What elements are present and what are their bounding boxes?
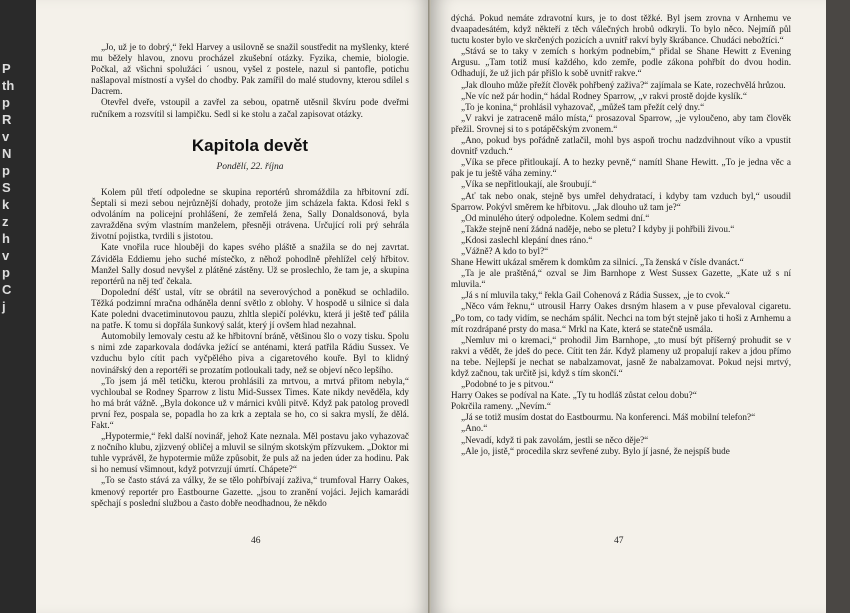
edge-letter: P — [2, 61, 11, 76]
edge-letter: p — [2, 265, 10, 280]
edge-letter: R — [2, 112, 12, 127]
edge-letter: th — [2, 78, 15, 93]
paragraph: „Ale jo, jistě,“ procedila skrz sevřené zuby. Bylo jí jasné, že nejspíš bude — [461, 445, 730, 456]
left-main-text — [91, 187, 409, 509]
edge-letters — [2, 60, 16, 315]
edge-letter: v — [2, 129, 10, 144]
paragraph: „Já se totiž musím dostat do Eastbourmu. Na konferenci. Máš mobilní telefon?“ — [461, 412, 756, 423]
paragraph: Otevřel dveře, vstoupil a zavřel za sebou, opatrně utěsnil škvíru pode dveřmi ručníkem a rozsvítil si lampičku. Sedl si ke stolu a začal zapisovat otázky. — [91, 97, 409, 119]
edge-letter: k — [2, 197, 10, 212]
paragraph: „Ano.“ — [461, 423, 488, 434]
edge-letter: z — [2, 214, 9, 229]
left-top-text — [91, 42, 409, 120]
edge-letter: j — [2, 299, 6, 314]
paragraph: „Já s ní mluvila taky,“ řekla Gail Cohenová z Rádia Sussex, „je to cvok.“ — [461, 290, 730, 301]
adjacent-page-edge — [0, 0, 36, 613]
paragraph: „Nevadí, když ti pak zavolám, jestli se něco děje?“ — [461, 434, 649, 445]
edge-letter: p — [2, 163, 10, 178]
chapter-date: Pondělí, 22. října — [216, 162, 284, 172]
left-page — [36, 0, 431, 613]
right-page — [431, 0, 826, 613]
edge-letter: p — [2, 95, 10, 110]
paragraph: „V rakvi je zatraceně málo místa,“ prosazoval Sparrow, „je vyloučeno, aby tam člověk přežil. Srovnej si to s potápěčským zvonem.“ — [451, 112, 791, 134]
paragraph: „Ano, pokud bys pořádně zatlačil, mohl bys aspoň trochu nadzdvihnout víko a vpustit dovnitř vzduch.“ — [451, 135, 791, 157]
page-number-left: 46 — [251, 536, 261, 546]
paragraph: „To se často stává za války, že se tělo pohřbívají zaživa,“ trumfoval Harry Oakes, kmenový reportér pro Eastbourne Gazette. „jsou to zranění vojáci. Jejich kamarádi spěchají s poslední službou a často dobře neodhadnou, že někdo — [91, 475, 409, 508]
paragraph: „Ne víc než pár hodin,“ hádal Rodney Sparrow, „v rakvi prostě dojde kyslík.“ — [461, 90, 747, 101]
paragraph: „Něco vám řeknu,“ utrousil Harry Oakes drsným hlasem a v puse převaloval cigaretu. „Po tom, co tady vidím, se nechám spálit. Nechci na tom být stejně jako ti hoši z Arnhemu a mít rozdrápané prsty do masa.“ Mrkl na Kate, která se statečně usmála. — [451, 301, 791, 334]
chapter-title: Kapitola devět — [191, 136, 309, 155]
paragraph: „Jo, už je to dobrý,“ řekl Harvey a usilovně se snažil soustředit na myšlenky, které mu běžely hlavou, znovu procházel zkušební otázky. Fyzika, chemie, biologie. Počkal, až všichni spolužáci ´ usnou, vyšel z postele, nazul si pantofle, potichu našlapoval místností a vyšel do chodby. Pak zamířil do malé studovny, kterou sdílel s Dacrem. — [91, 42, 409, 97]
paragraph: „To je konina,“ prohlásil vyhazovač, „můžeš tam přežít celý dny.“ — [461, 101, 705, 112]
edge-letter: v — [2, 248, 10, 263]
paragraph: „Víka se nepřitloukají, ale šroubují.“ — [461, 179, 597, 190]
paragraph: „Hypotermie,“ řekl další novinář, jehož Kate neznala. Měl postavu jako vyhazovač z nočního klubu, zjizvený obličej a mluvil se silným skotským přízvukem. „Doktor mi tuhle vyprávěl, že hypotermie může způsobit, že puls až na jeden úder za hodinu. Pak si ho nemusí všimnout, když potvrzují úmrtí. Chápete?“ — [91, 431, 409, 475]
paragraph: Kate vnořila ruce hlouběji do kapes svého pláště a snažila se do nej zavrtat. Záviděla Eddiemu jeho suché místečko, z něhož pohodlně přehlížel celý hřbitov. Manžel Sally dosud nevyšel z plátěné zástěny. Už se proslechlo, že tam je, a skupina reportérů na něj teď čekala. — [91, 242, 409, 286]
paragraph: „Podobné to je s pitvou.“ — [461, 379, 554, 390]
right-main-text — [451, 13, 791, 457]
paragraph: Automobily lemovaly cestu až ke hřbitovní bráně, většinou šlo o vozy tisku. Spolu s nimi zde zaparkovala dodávka ježící se anténami, která patřila Rádiu Sussex. Ve vzduchu bylo cítit pach vyčpělého piva a cigaretového kouře. Byl to klidný novinářský den a reportéři se prozatím potloukali tady, než se objeví něco lepšího. — [91, 331, 409, 375]
right-page-edge — [826, 0, 850, 613]
paragraph: „Ta je ale praštěná,“ ozval se Jim Barnhope z West Sussex Gazette, „Kate už s ní mluvila.“ — [451, 268, 791, 290]
edge-letter: C — [2, 282, 12, 297]
paragraph: „To jsem já měl tetičku, kterou prohlásili za mrtvou, a mrtvá přitom nebyla,“ vychloubal se Rodney Sparrow z listu Mid-Sussex Times. Kate nikdy nevěděla, kdy ho má brát vážně. „Byla dokonce už v márnici kvůli pitvě. Když pak patolog provedl první řez, pospala se, popadla ho za krk a zeptala se ho, co si sakra myslí, že dělá. Fakt.“ — [91, 375, 409, 430]
paragraph: „Takže stejně není žádná naděje, nebo se pletu? I kdyby ji pohřbili živou.“ — [461, 223, 735, 234]
paragraph: „Víka se přece přitloukají. A to hezky pevně,“ namítl Shane Hewitt. „To je jedna věc a pak je tu ještě váha zeminy.“ — [451, 157, 791, 179]
paragraph: dýchá. Pokud nemáte zdravotní kurs, je to dost těžké. Byl jsem zrovna v Arnhemu ve dvaapadesátém, když někteří z těch válečných hrobů odkryli. To bylo něco. Nejmíň půl tuctu koster bylo ve skrčených pozicích a uvnitř rakví byly škrábance. Chudáci nebožtíci.“ — [451, 13, 791, 46]
edge-letter: N — [2, 146, 12, 161]
paragraph: Shane Hewitt ukázal směrem k domkům za silnicí. „Ta ženská v čísle dvanáct.“ — [451, 257, 744, 268]
paragraph: Dopolední déšť ustal, vítr se obrátil na severovýchod a poněkud se ochladilo. Těžká podzimní mračna odháněla denní světlo z oblohy. V hospodě u silnice si dala Kate poledni dvacetiminutovou pauzu, zhltla slepičí polévku, která ji ještě teď pálila na patře. K tomu si dopřála šunkový salát, který jí ovšem hlad nezahnal. — [91, 286, 409, 331]
paragraph: „Jak dlouho může přežít člověk pohřbený zaživa?“ zajímala se Kate, rozechvělá hrůzou. — [461, 79, 786, 90]
edge-letter: h — [2, 231, 10, 246]
paragraph: „Od minulého úterý odpoledne. Kolem sedmi dní.“ — [461, 212, 650, 223]
paragraph: „Stává se to taky v zemích s horkým podnebím,“ přidal se Shane Hewitt z Evening Argusu. „Tam totiž musí každého, kdo zemře, podle zákona pohřbít do dvou hodin. Odhadují, že už jich pár přišlo k sobě uvnitř rakve.“ — [451, 46, 791, 79]
paragraph: Pokrčila rameny. „Nevím.“ — [451, 401, 551, 412]
page-number-right: 47 — [614, 536, 624, 546]
paragraph: Kolem půl třetí odpoledne se skupina reportérů shromáždila za hřbitovní zdí. Šeptali si mezi sebou nejrůznější dohady, protože jim scházela fakta. Kdosi řekl s odvoláním na policejní prohlášení, že zemřelá žena, Sally Donaldsonová, byla zavražděna svým vlastním manželem, přesněji otrávena. Určující roli prý sehrála životní pojistka, tvrdili s jistotou. — [91, 187, 409, 242]
paragraph: „Kdosi zaslechl klepání dnes ráno.“ — [461, 234, 593, 245]
edge-letter: S — [2, 180, 11, 195]
paragraph: „Nemluv mi o kremaci,“ prohodil Jim Barnhope, „to musí být příšerný prohudit se v rakvi a vědět, že jdeš do pece. Cítit ten žár. Když plameny už propalují rakev a jdou přímo na tebe. Nejlepší je nechat se nabalzamovat, jasně že nabalzamovat. Pokud nejsi mrtvý, když začnou, tak určitě jsi, když s tím skončí.“ — [451, 334, 791, 378]
paragraph: „Vážně? A kdo to byl?“ — [461, 245, 549, 256]
paragraph: Harry Oakes se podíval na Kate. „Ty tu hodláš zůstat celou dobu?“ — [451, 390, 697, 401]
paragraph: „Ať tak nebo onak, stejně bys umřel dehydratací, i kdyby tam vzduch byl,“ usoudil Sparrow. Pokývl směrem ke hřbitovu. „Jak dlouho už tam je?“ — [451, 190, 791, 212]
